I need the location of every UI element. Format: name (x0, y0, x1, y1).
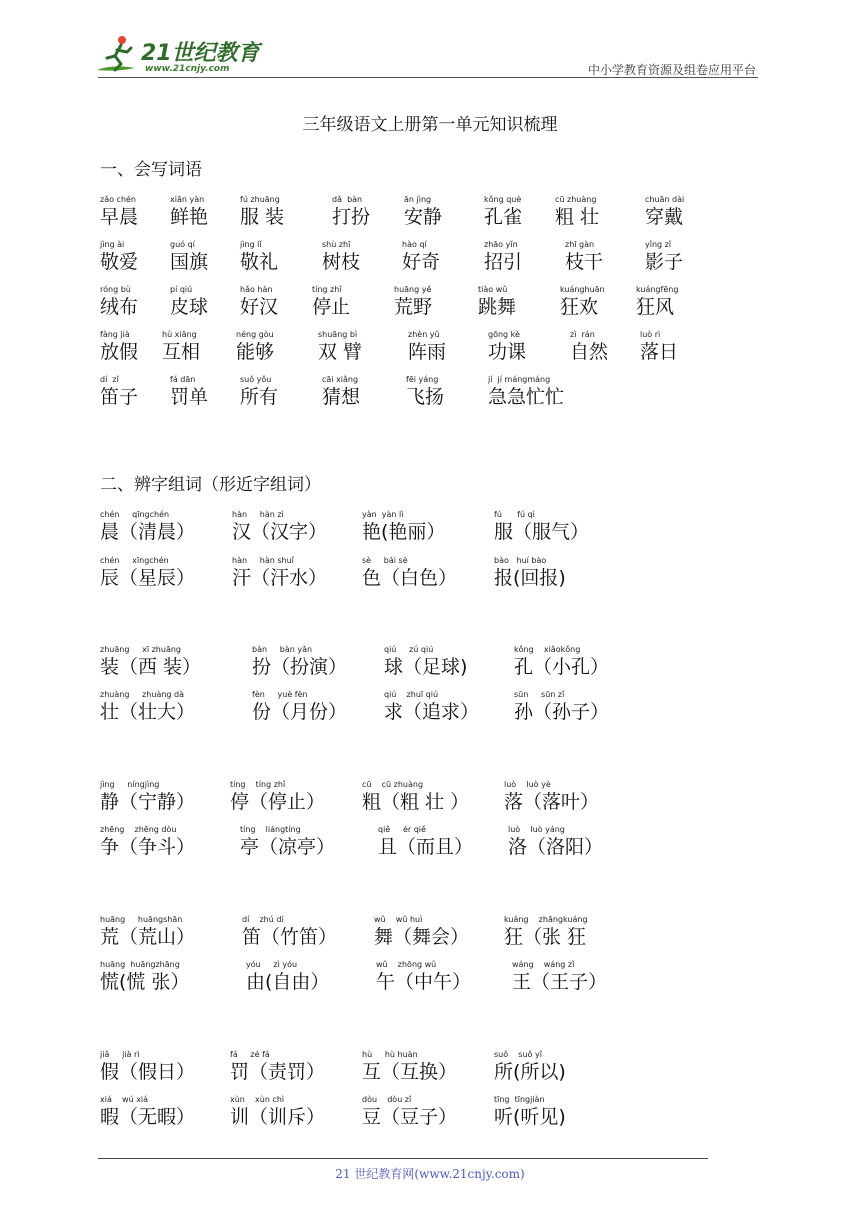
hanzi: 好奇 (402, 251, 441, 273)
pair-row (100, 825, 760, 861)
pinyin: jìng lǐ (240, 240, 262, 249)
hanzi: 孔（小孔） (514, 656, 610, 678)
hanzi: 亭（凉亭） (240, 836, 336, 858)
vocab-word (404, 195, 442, 229)
hanzi: 双 臂 (318, 341, 363, 363)
pinyin: hù xiāng (162, 330, 197, 339)
pinyin: shuāng bì (318, 330, 358, 339)
pair-item (100, 825, 195, 859)
pinyin: zhēng zhēng dòu (100, 825, 177, 834)
pair-row (100, 780, 760, 816)
hanzi: 王（王子） (512, 971, 608, 993)
pinyin: chén qīngchén (100, 510, 170, 519)
pinyin: kuángfēng (636, 285, 679, 294)
vocab-word (332, 195, 370, 229)
hanzi: 国旗 (170, 251, 209, 273)
hanzi: 报(回报) (494, 567, 566, 589)
hanzi: 慌(慌 张） (100, 971, 190, 993)
pinyin: huāng huāngzhāng (100, 960, 180, 969)
hanzi: 罚单 (170, 386, 209, 408)
pair-item (242, 915, 337, 949)
pinyin: pí qiú (170, 285, 193, 294)
pinyin: luò luò yáng (508, 825, 565, 834)
pair-item (362, 780, 469, 814)
hanzi: 壮（壮大） (100, 701, 196, 723)
pair-item (100, 645, 201, 679)
pinyin: fú fú qì (494, 510, 535, 519)
vocab-word (488, 375, 564, 409)
pinyin: suǒ suǒ yǐ (494, 1050, 542, 1059)
pinyin: bào huí bào (494, 556, 547, 565)
pair-item (508, 825, 603, 859)
pinyin: fá zé fá (230, 1050, 270, 1059)
pinyin: tīng tīngjiàn (494, 1095, 545, 1104)
vocab-word (408, 330, 446, 364)
hanzi: 荒野 (394, 296, 433, 318)
pair-item (376, 960, 471, 994)
hanzi: 由(自由） (246, 971, 330, 993)
site-tagline: 中小学教育资源及组卷应用平台 (587, 63, 756, 77)
vocab-word (570, 330, 608, 364)
pair-item (494, 1050, 566, 1084)
pinyin: wǔ zhōng wǔ (376, 960, 437, 969)
hanzi: 汗（汗水） (232, 567, 328, 589)
pinyin: chuān dài (645, 195, 685, 204)
vocab-word (240, 195, 284, 229)
vocab-word (406, 375, 444, 409)
pair-item (362, 510, 445, 544)
logo-url: www.21cnjy.com (145, 64, 230, 74)
runner-logo-icon (95, 34, 143, 76)
vocab-word (100, 330, 138, 364)
pair-item (240, 825, 335, 859)
pair-item (100, 1050, 195, 1084)
pinyin: kǒng xiǎokǒng (514, 645, 581, 654)
document-title: 三年级语文上册第一单元知识梳理 (302, 115, 558, 135)
pair-item (494, 510, 589, 544)
pair-row (100, 1095, 760, 1131)
pinyin: huāng yě (394, 285, 432, 294)
hanzi: 穿戴 (645, 206, 684, 228)
hanzi: 洛（洛阳） (508, 836, 604, 858)
hanzi: 服 装 (240, 206, 285, 228)
hanzi: 树枝 (322, 251, 361, 273)
pinyin: wáng wáng zǐ (512, 960, 575, 969)
hanzi: 午（中午） (376, 971, 472, 993)
pinyin: fú zhuāng (240, 195, 280, 204)
pinyin: zhuàng zhuàng dà (100, 690, 185, 699)
hanzi: 暇（无暇） (100, 1106, 196, 1128)
hanzi: 笛（竹笛） (242, 926, 338, 948)
pinyin: bàn bàn yǎn (252, 645, 313, 654)
vocab-row (100, 330, 760, 366)
footer-divider (98, 1158, 708, 1159)
pair-item (512, 960, 607, 994)
vocab-word (318, 330, 362, 364)
vocab-word (100, 375, 138, 409)
page-header (0, 0, 860, 80)
pinyin: tíng tíng zhǐ (230, 780, 286, 789)
pinyin: róng bù (100, 285, 131, 294)
pinyin: chén xīngchén (100, 556, 169, 565)
hanzi: 求（追求） (384, 701, 480, 723)
vocab-word (478, 285, 516, 319)
pinyin: shù zhī (322, 240, 351, 249)
pinyin: hàn hàn zì (232, 510, 284, 519)
hanzi: 训（训斥） (230, 1106, 326, 1128)
header-divider (98, 77, 758, 78)
pair-item (514, 645, 609, 679)
vocab-word (170, 195, 208, 229)
hanzi: 荒（荒山） (100, 926, 196, 948)
pinyin: kuáng zhāngkuáng (504, 915, 588, 924)
pair-item (362, 556, 457, 590)
hanzi: 招引 (484, 251, 523, 273)
vocab-word (645, 240, 683, 274)
hanzi: 敬礼 (240, 251, 279, 273)
pinyin: xùn xùn chì (230, 1095, 285, 1104)
vocab-row (100, 285, 760, 321)
pinyin: zhèn yǔ (408, 330, 440, 339)
vocab-word (170, 375, 208, 409)
hanzi: 假（假日） (100, 1061, 196, 1083)
vocab-word (240, 285, 278, 319)
pinyin: sè bái sè (362, 556, 408, 565)
hanzi: 鲜艳 (170, 206, 209, 228)
hanzi: 份（月份） (252, 701, 348, 723)
section-heading-vocabulary: 一、会写词语 (100, 160, 202, 180)
vocab-word (236, 330, 274, 364)
vocab-word (645, 195, 684, 229)
hanzi: 猜想 (322, 386, 361, 408)
pinyin: kǒng què (484, 195, 522, 204)
hanzi: 好汉 (240, 296, 279, 318)
hanzi: 豆（豆子） (362, 1106, 458, 1128)
vocab-word (322, 375, 360, 409)
hanzi: 汉（汉字） (232, 521, 328, 543)
pinyin: xiá wú xiá (100, 1095, 149, 1104)
hanzi: 放假 (100, 341, 139, 363)
pair-row (100, 1050, 760, 1086)
vocab-row (100, 195, 760, 231)
hanzi: 功课 (488, 341, 527, 363)
pair-item (252, 645, 347, 679)
hanzi: 所(所以) (494, 1061, 566, 1083)
vocab-word (560, 285, 605, 319)
pinyin: dí zhú dí (242, 915, 284, 924)
vocab-word (100, 195, 138, 229)
hanzi: 落（落叶） (504, 791, 600, 813)
hanzi: 自然 (570, 341, 609, 363)
pinyin: fèn yuè fèn (252, 690, 308, 699)
vocab-word (488, 330, 526, 364)
pair-item (252, 690, 347, 724)
pinyin: kuánghuān (560, 285, 605, 294)
hanzi: 狂欢 (560, 296, 599, 318)
pinyin: ān jìng (404, 195, 432, 204)
pair-item (504, 780, 599, 814)
pinyin: dǎ bàn (332, 195, 363, 204)
pinyin: tíng liángtíng (240, 825, 301, 834)
pinyin: cū cū zhuàng (362, 780, 424, 789)
pair-row (100, 960, 760, 996)
pinyin: yóu zì yóu (246, 960, 298, 969)
vocab-word (640, 330, 678, 364)
hanzi: 争（争斗） (100, 836, 196, 858)
vocab-word (312, 285, 350, 319)
pinyin: néng gòu (236, 330, 274, 339)
hanzi: 安静 (404, 206, 443, 228)
pair-item (514, 690, 609, 724)
hanzi: 球（足球) (384, 656, 468, 678)
pinyin: hǎo hàn (240, 285, 273, 294)
vocab-word (555, 195, 599, 229)
pinyin: dòu dòu zǐ (362, 1095, 412, 1104)
hanzi: 飞扬 (406, 386, 445, 408)
pair-item (100, 1095, 195, 1129)
pinyin: hàn hàn shuǐ (232, 556, 294, 565)
hanzi: 早晨 (100, 206, 139, 228)
pinyin: sūn sūn zǐ (514, 690, 565, 699)
vocab-word (402, 240, 440, 274)
pair-item (362, 1095, 457, 1129)
hanzi: 落日 (640, 341, 679, 363)
hanzi: 停（停止） (230, 791, 326, 813)
pair-item (230, 1050, 325, 1084)
hanzi: 晨（清晨） (100, 521, 196, 543)
pinyin: cū zhuàng (555, 195, 597, 204)
hanzi: 停止 (312, 296, 351, 318)
pinyin: suǒ yǒu (240, 375, 272, 384)
vocab-word (240, 375, 278, 409)
pair-item (100, 780, 195, 814)
hanzi: 跳舞 (478, 296, 517, 318)
hanzi: 打扮 (332, 206, 371, 228)
pair-row (100, 915, 760, 951)
pinyin: fēi yáng (406, 375, 439, 384)
hanzi: 狂风 (636, 296, 675, 318)
pinyin: zhāo yǐn (484, 240, 518, 249)
footer-link[interactable]: 21 世纪教育网(www.21cnjy.com) (335, 1167, 525, 1181)
pinyin: cāi xiǎng (322, 375, 359, 384)
vocab-word (100, 285, 138, 319)
vocab-row (100, 240, 760, 276)
pair-item (246, 960, 329, 994)
hanzi: 粗 壮 (555, 206, 600, 228)
hanzi: 阵雨 (408, 341, 447, 363)
hanzi: 笛子 (100, 386, 139, 408)
pair-item (504, 915, 588, 949)
vocab-word (565, 240, 603, 274)
hanzi: 静（宁静） (100, 791, 196, 813)
hanzi: 色（白色） (362, 567, 458, 589)
pinyin: huāng huāngshān (100, 915, 183, 924)
hanzi: 孔雀 (484, 206, 523, 228)
pair-row (100, 690, 760, 726)
pinyin: hù hù huàn (362, 1050, 418, 1059)
pair-item (230, 1095, 325, 1129)
hanzi: 敬爱 (100, 251, 139, 273)
pinyin: fàng jià (100, 330, 130, 339)
hanzi: 枝干 (565, 251, 604, 273)
pair-item (100, 915, 195, 949)
pair-item (100, 960, 189, 994)
pinyin: jìng níngjìng (100, 780, 160, 789)
vocab-word (484, 240, 522, 274)
hanzi: 能够 (236, 341, 275, 363)
pinyin: gōng kè (488, 330, 520, 339)
pair-row (100, 556, 760, 592)
section-heading-similar-characters: 二、辨字组词（形近字组词） (100, 475, 321, 495)
hanzi: 所有 (240, 386, 279, 408)
pinyin: xiān yàn (170, 195, 205, 204)
pinyin: dí zǐ (100, 375, 119, 384)
pinyin: qiú zhuī qiú (384, 690, 439, 699)
vocab-word (170, 240, 208, 274)
pinyin: jiǎ jià rì (100, 1050, 140, 1059)
pair-item (100, 510, 195, 544)
hanzi: 装（西 装） (100, 656, 202, 678)
vocab-word (484, 195, 522, 229)
hanzi: 辰（星辰） (100, 567, 196, 589)
pair-item (494, 556, 566, 590)
pair-item (374, 915, 469, 949)
pair-row (100, 510, 760, 546)
pinyin: tíng zhǐ (312, 285, 342, 294)
pinyin: yǐng zǐ (645, 240, 672, 249)
hanzi: 影子 (645, 251, 684, 273)
pinyin: luò rì (640, 330, 661, 339)
hanzi: 互相 (162, 341, 201, 363)
logo-wordmark: 21世纪教育 (141, 41, 260, 66)
vocab-word (162, 330, 200, 364)
pair-item (378, 825, 473, 859)
pair-item (384, 690, 479, 724)
hanzi: 皮球 (170, 296, 209, 318)
pair-item (100, 690, 195, 724)
pinyin: jìng ài (100, 240, 125, 249)
pair-item (232, 510, 327, 544)
pair-item (494, 1095, 566, 1129)
pinyin: zǎo chén (100, 195, 136, 204)
vocab-word (170, 285, 208, 319)
pair-item (362, 1050, 457, 1084)
pinyin: yàn yàn lì (362, 510, 404, 519)
hanzi: 孙（孙子） (514, 701, 610, 723)
hanzi: 狂（张 狂 (504, 926, 587, 948)
pinyin: tiào wǔ (478, 285, 508, 294)
vocab-word (322, 240, 360, 274)
pinyin: qiú zú qiú (384, 645, 434, 654)
hanzi: 绒布 (100, 296, 139, 318)
pair-item (230, 780, 325, 814)
pinyin: hào qí (402, 240, 427, 249)
hanzi: 且（而且） (378, 836, 474, 858)
hanzi: 听(听见) (494, 1106, 566, 1128)
hanzi: 舞（舞会） (374, 926, 470, 948)
pair-item (384, 645, 467, 679)
pinyin: zì rán (570, 330, 595, 339)
pair-item (232, 556, 327, 590)
pinyin: zhuāng xī zhuāng (100, 645, 181, 654)
pinyin: zhī gàn (565, 240, 595, 249)
pair-row (100, 645, 760, 681)
pinyin: guó qí (170, 240, 195, 249)
hanzi: 扮（扮演） (252, 656, 348, 678)
hanzi: 粗（粗 壮 ） (362, 791, 470, 813)
vocab-row (100, 375, 760, 411)
pinyin: wǔ wǔ huì (374, 915, 423, 924)
pinyin: fá dān (170, 375, 196, 384)
pair-item (100, 556, 195, 590)
hanzi: 互（互换） (362, 1061, 458, 1083)
vocab-word (100, 240, 138, 274)
site-logo[interactable] (95, 34, 260, 78)
hanzi: 服（服气） (494, 521, 590, 543)
hanzi: 罚（责罚） (230, 1061, 326, 1083)
vocab-word (240, 240, 278, 274)
vocab-word (636, 285, 678, 319)
hanzi: 艳(艳丽） (362, 521, 446, 543)
pinyin: jí jí mángmáng (488, 375, 551, 384)
hanzi: 急急忙忙 (488, 386, 565, 408)
pinyin: luò luò yè (504, 780, 551, 789)
vocab-word (394, 285, 432, 319)
pinyin: qiě ér qiě (378, 825, 426, 834)
